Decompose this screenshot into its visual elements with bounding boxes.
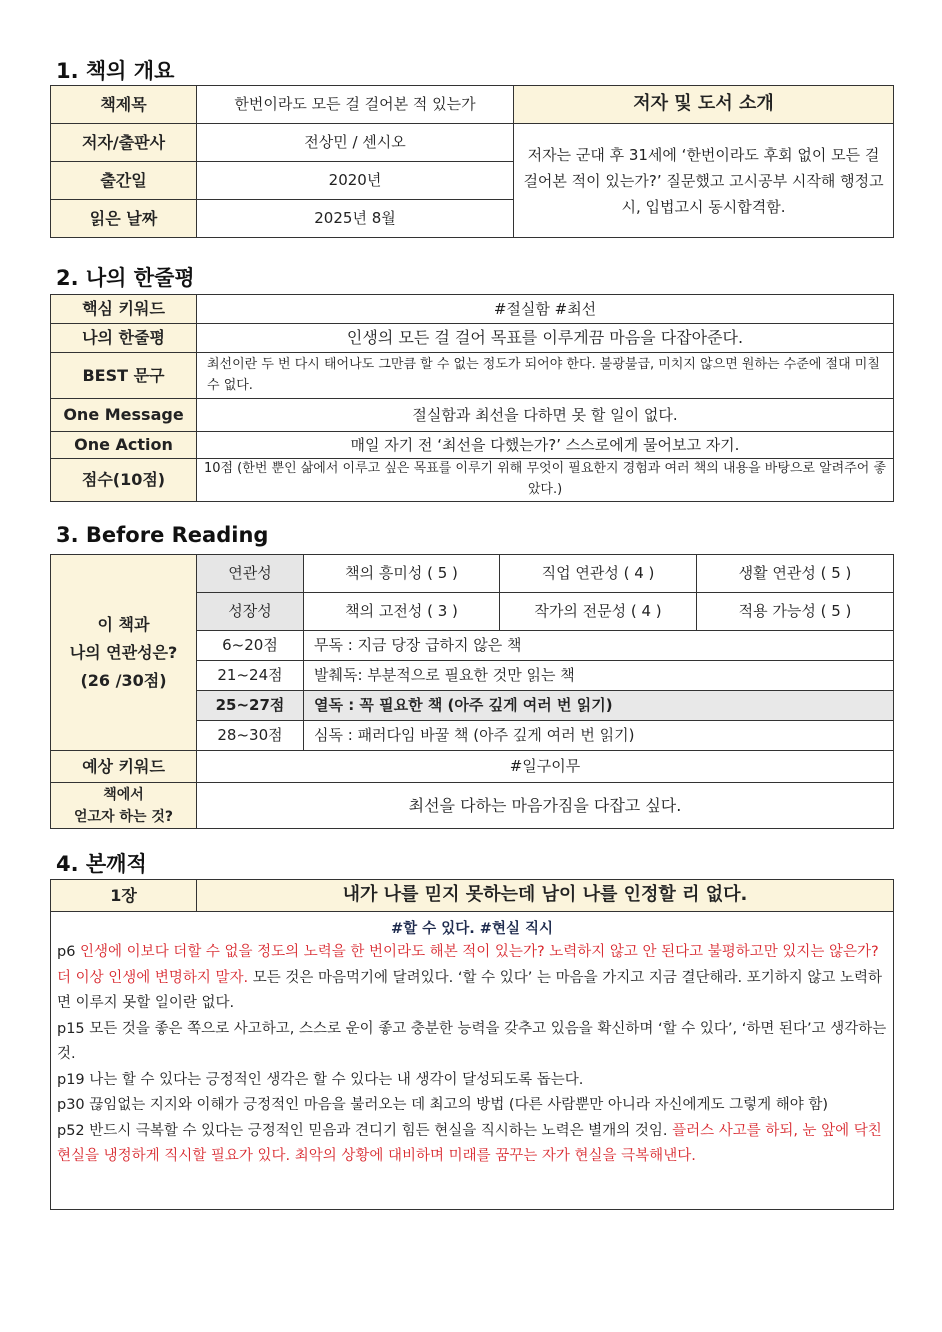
criteria-item: 책의 흥미성 ( 5 ) — [304, 555, 500, 593]
criteria-group-1: 연관성 — [197, 555, 304, 593]
overview-value-date: 2020년 — [197, 162, 514, 200]
note-p6: p6 인생에 이보다 더할 수 없을 정도의 노력을 한 번이라도 해본 적이 있는가? 노력하지 않고 안 된다고 불평하고만 있지는 않은가? 더 이상 인생에 변명하지 말자. 모든 것은 마음먹기에 달려있다. ‘할 수 있다’ 는 마음을 가지고 지금 결단해라. 포기하지 않고 노력하면 이루지 못할 일이란 없다. — [57, 944, 882, 1011]
criteria-item: 적용 가능성 ( 5 ) — [697, 593, 894, 631]
section2-heading: 2. 나의 한줄평 — [56, 266, 195, 290]
review-label-keyword: 핵심 키워드 — [51, 295, 197, 324]
review-value-keyword: #절실함 #최선 — [197, 295, 894, 324]
intro-title: 저자 및 도서 소개 — [514, 86, 894, 124]
review-label-best: BEST 문구 — [51, 353, 197, 399]
goal-value: 최선을 다하는 마음가짐을 다잡고 싶다. — [197, 783, 894, 829]
score-range: 28~30점 — [197, 721, 304, 751]
note-p19: p19 나는 할 수 있다는 긍정적인 생각은 할 수 있다는 내 생각이 달성되도록 돕는다. — [57, 1071, 584, 1088]
expected-keyword-label: 예상 키워드 — [51, 751, 197, 783]
review-label-action: One Action — [51, 432, 197, 459]
review-value-oneline: 인생의 모든 걸 걸어 목표를 이루게끔 마음을 다잡아준다. — [197, 324, 894, 353]
notes-table — [50, 879, 894, 1210]
overview-label-title: 책제목 — [51, 86, 197, 124]
note-p52: p52 반드시 극복할 수 있다는 긍정적인 믿음과 견디기 힘든 현실을 직시하는 노력은 별개의 것임. 플러스 사고를 하되, 눈 앞에 닥친 현실을 냉정하게 직시할 필요가 있다. 최악의 상황에 대비하며 미래를 꿈꾸는 자가 현실을 극복해낸다. — [57, 1122, 882, 1164]
review-label-score: 점수(10점) — [51, 459, 197, 502]
review-value-score: 10점 (한번 뿐인 삶에서 이루고 싶은 목표를 이루기 위해 무엇이 필요한지 경험과 여러 책의 내용을 바탕으로 알려주어 좋았다.) — [197, 459, 894, 502]
expected-keyword: #일구이무 — [197, 751, 894, 783]
chapter-label: 1장 — [51, 880, 197, 912]
goal-label: 책에서 얻고자 하는 것? — [51, 783, 197, 829]
score-range: 6~20점 — [197, 631, 304, 661]
review-value-best: 최선이란 두 번 다시 태어나도 그만큼 할 수 없는 정도가 되어야 한다. 불광불급, 미치지 않으면 원하는 수준에 절대 미칠 수 없다. — [197, 353, 894, 399]
criteria-item: 생활 연관성 ( 5 ) — [697, 555, 894, 593]
review-value-action: 매일 자기 전 ‘최선을 다했는가?’ 스스로에게 물어보고 자기. — [197, 432, 894, 459]
section3-heading: 3. Before Reading — [56, 523, 269, 547]
overview-value-author: 전상민 / 센시오 — [197, 124, 514, 162]
score-desc: 심독 : 패러다임 바꿀 책 (아주 깊게 여러 번 읽기) — [304, 721, 894, 751]
section4-heading: 4. 본깨적 — [56, 852, 147, 876]
criteria-item: 직업 연관성 ( 4 ) — [500, 555, 697, 593]
section1-heading: 1. 책의 개요 — [56, 59, 175, 83]
before-reading-table — [50, 554, 894, 829]
chapter-title: 내가 나를 믿지 못하는데 남이 나를 인정할 리 없다. — [197, 880, 894, 912]
review-table — [50, 294, 894, 502]
score-desc: 무독 : 지금 당장 급하지 않은 책 — [304, 631, 894, 661]
overview-label-date: 출간일 — [51, 162, 197, 200]
overview-value-title: 한번이라도 모든 걸 걸어본 적 있는가 — [197, 86, 514, 124]
score-desc-highlight: 열독 : 꼭 필요한 책 (아주 깊게 여러 번 읽기) — [304, 691, 894, 721]
criteria-group-2: 성장성 — [197, 593, 304, 631]
note-p15: p15 모든 것을 좋은 쪽으로 사고하고, 스스로 운이 좋고 충분한 능력을 갖추고 있음을 확신하며 ‘할 수 있다’, ‘하면 된다’고 생각하는 것. — [57, 1020, 887, 1062]
criteria-item: 책의 고전성 ( 3 ) — [304, 593, 500, 631]
overview-table — [50, 85, 894, 238]
score-desc: 발췌독: 부분적으로 필요한 것만 읽는 책 — [304, 661, 894, 691]
overview-value-read: 2025년 8월 — [197, 200, 514, 238]
score-range-highlight: 25~27점 — [197, 691, 304, 721]
intro-text: 저자는 군대 후 31세에 ‘한번이라도 후회 없이 모든 걸 걸어본 적이 있는가?’ 질문했고 고시공부 시작해 행정고시, 입법고시 동시합격함. — [514, 124, 894, 238]
review-label-message: One Message — [51, 399, 197, 432]
overview-label-author: 저자/출판사 — [51, 124, 197, 162]
note-p30: p30 끊임없는 지지와 이해가 긍정적인 마음을 불러오는 데 최고의 방법 (다른 사람뿐만 아니라 자신에게도 그렇게 해야 함) — [57, 1097, 829, 1113]
notes-body — [51, 912, 894, 1210]
relevance-label: 이 책과 나의 연관성은? (26 /30점) — [51, 555, 197, 751]
review-label-oneline: 나의 한줄평 — [51, 324, 197, 353]
overview-label-read: 읽은 날짜 — [51, 200, 197, 238]
criteria-item: 작가의 전문성 ( 4 ) — [500, 593, 697, 631]
notes-tags: #할 수 있다. #현실 직시 — [390, 921, 554, 937]
review-value-message: 절실함과 최선을 다하면 못 할 일이 없다. — [197, 399, 894, 432]
score-range: 21~24점 — [197, 661, 304, 691]
